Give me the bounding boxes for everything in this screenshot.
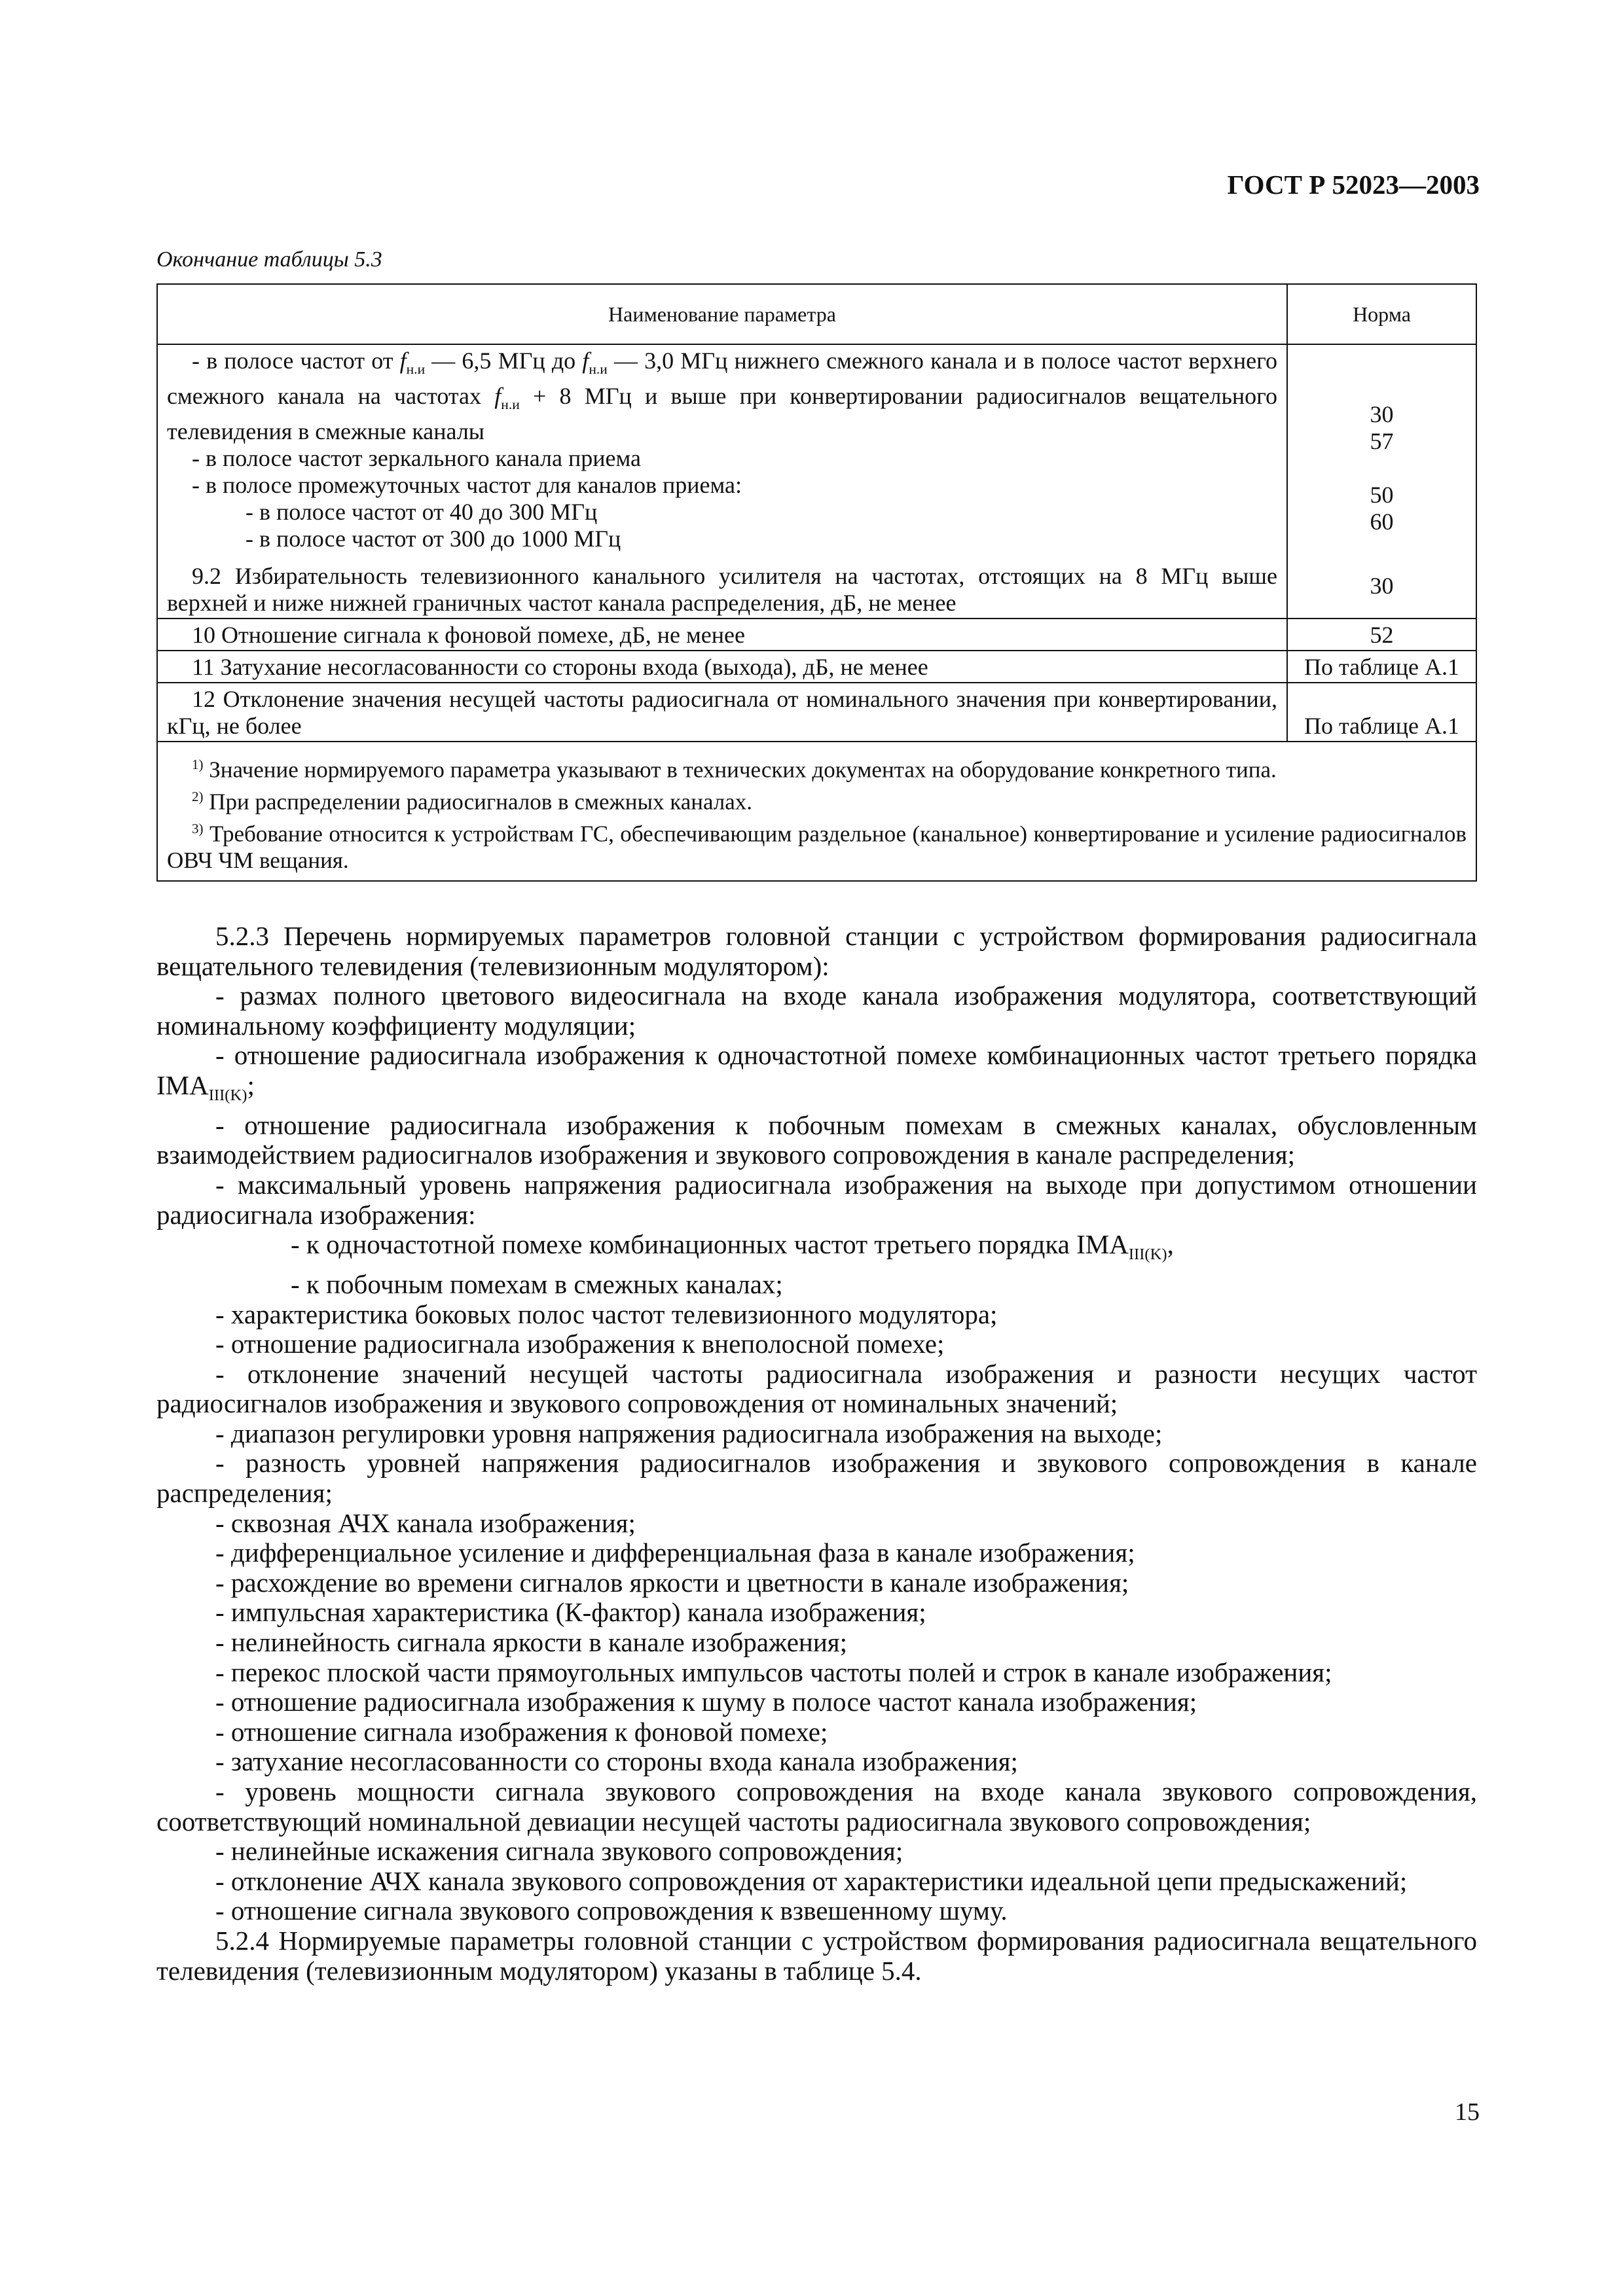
parameter-line: 9.2 Избирательность телевизионного канального усилителя на частотах, отстоящих на 8 МГц выше верхней и ниже нижней граничных частот канала распределения, дБ, не менее	[167, 563, 1277, 617]
list-item: - отклонение АЧХ канала звукового сопровождения от характеристики идеальной цепи предыскажений;	[215, 1865, 1408, 1896]
table-row	[157, 344, 1476, 619]
body-text	[156, 922, 1477, 1986]
norm-value: По таблице А.1	[1304, 713, 1460, 740]
list-item: - сквозная АЧХ канала изображения;	[215, 1507, 636, 1538]
list-item: - отношение сигнала изображения к фоновой помехе;	[215, 1716, 828, 1747]
list-item: - нелинейные искажения сигнала звукового сопровождения;	[215, 1836, 903, 1867]
page-number: 15	[1455, 2098, 1480, 2126]
column-header-norm: Норма	[1287, 284, 1476, 344]
parameter-cell: 11 Затухание несогласованности со стороны входа (выхода), дБ, не менее	[157, 651, 1287, 683]
column-header-parameter: Наименование параметра	[157, 284, 1287, 344]
list-item: - диапазон регулировки уровня напряжения радиосигнала изображения на выходе;	[215, 1418, 1163, 1448]
norm-cell	[1287, 683, 1476, 742]
list-item: - отношение сигнала звукового сопровождения к взвешенному шуму.	[215, 1895, 1008, 1926]
parameter-line: - в полосе частот от 40 до 300 МГц	[246, 499, 598, 526]
list-item: - уровень мощности сигнала звукового сопровождения на входе канала звукового сопровождения, соответствующий номинальной девиации несущей частоты радиосигнала звукового сопровождения;	[156, 1776, 1477, 1837]
list-item: - расхождение во времени сигналов яркости и цветности в канале изображения;	[215, 1567, 1129, 1598]
table-notes	[157, 742, 1476, 881]
table-caption: Окончание таблицы 5.3	[156, 247, 382, 272]
norm-cell	[1287, 344, 1476, 619]
norm-value: 57	[1370, 428, 1394, 454]
parameters-table	[156, 283, 1477, 882]
list-item: - размах полного цветового видеосигнала на входе канала изображения модулятора, соответствующий номинальному коэффициенту модуляции;	[156, 980, 1477, 1041]
list-item: - к одночастотной помехе комбинационных частот третьего порядка $IMA_{III(K)}$,	[291, 1229, 1174, 1264]
note-mark: 1)	[192, 757, 204, 773]
list-item: - характеристика боковых полос частот телевизионного модулятора;	[215, 1299, 998, 1329]
norm-value: 60	[1370, 509, 1394, 535]
parameter-line: - в полосе частот от 300 до 1000 МГц	[246, 526, 621, 552]
list-item: - отношение радиосигнала изображения к внеполосной помехе;	[215, 1329, 945, 1359]
parameter-cell: 10 Отношение сигнала к фоновой помехе, дБ, не менее	[157, 619, 1287, 651]
norm-cell: 52	[1287, 619, 1476, 651]
list-item: - нелинейность сигнала яркости в канале изображения;	[215, 1627, 848, 1658]
parameter-line: - в полосе частот от $f_{н.и}$ — 6,5 МГц до $f_{н.и}$ — 3,0 МГц нижнего смежного канала и в полосе частот верхнего смежного канала на частотах $f_{н.и} + 8$ МГц и выше при конвертировании радиосигналов вещательного телевидения в смежные каналы	[167, 348, 1277, 445]
list-item: - максимальный уровень напряжения радиосигнала изображения на выходе при допустимом отношении радиосигнала изображения:	[156, 1169, 1477, 1230]
note-mark: 2)	[192, 789, 204, 805]
list-item: - отношение радиосигнала изображения к одночастотной помехе комбинационных частот третьего порядка $IMA_{III(K)}$;	[156, 1040, 1477, 1105]
table-row	[157, 683, 1476, 742]
table-header-row	[157, 284, 1476, 344]
list-item: - к побочным помехам в смежных каналах;	[291, 1268, 783, 1299]
document-header: ГОСТ Р 52023—2003	[1227, 170, 1480, 200]
table-notes-row	[157, 742, 1476, 881]
parameter-cell	[157, 344, 1287, 619]
list-item: - затухание несогласованности со стороны входа канала изображения;	[215, 1746, 1018, 1777]
norm-value: 50	[1370, 482, 1394, 508]
table-row	[157, 619, 1476, 651]
list-item: - отклонение значений несущей частоты радиосигнала изображения и разности несущих частот радиосигналов изображения и звукового сопровождения от номинальных значений;	[156, 1358, 1477, 1419]
note-mark: 3)	[192, 820, 204, 836]
paragraph-5-2-3: 5.2.3 Перечень нормируемых параметров головной станции с устройством формирования радиосигнала вещательного телевидения (телевизионным модулятором):	[156, 921, 1477, 981]
list-item: - отношение радиосигнала изображения к шуму в полосе частот канала изображения;	[215, 1687, 1197, 1717]
parameter-cell: 12 Отклонение значения несущей частоты радиосигнала от номинального значения при конвертировании, кГц, не более	[157, 683, 1287, 742]
norm-cell: По таблице А.1	[1287, 651, 1476, 683]
table-row	[157, 651, 1476, 683]
table-note: $^{3)}$ Требование относится к устройствам ГС, обеспечивающим раздельное (канальное) конвертирование и усиление радиосигналов ОВЧ ЧМ вещания.	[167, 820, 1467, 874]
table-note: $^{1)}$ Значение нормируемого параметра указывают в технических документах на оборудование конкретного типа.	[192, 757, 1277, 783]
list-item: - отношение радиосигнала изображения к побочным помехам в смежных каналах, обусловленным взаимодействием радиосигналов изображения и звукового сопровождения в канале распределения;	[156, 1109, 1477, 1170]
norm-value: 30	[1370, 573, 1394, 599]
list-item: - дифференциальное усиление и дифференциальная фаза в канале изображения;	[215, 1537, 1135, 1568]
paragraph-5-2-4: 5.2.4 Нормируемые параметры головной станции с устройством формирования радиосигнала вещательного телевидения (телевизионным модулятором) указаны в таблице 5.4.	[156, 1925, 1477, 1986]
list-item: - перекос плоской части прямоугольных импульсов частоты полей и строк в канале изображения;	[215, 1657, 1332, 1687]
list-item: - импульсная характеристика (К-фактор) канала изображения;	[215, 1597, 926, 1628]
table-note: $^{2)}$ При распределении радиосигналов в смежных каналах.	[192, 789, 753, 815]
list-item: - разность уровней напряжения радиосигналов изображения и звукового сопровождения в канале распределения;	[156, 1448, 1477, 1509]
parameter-line: - в полосе частот зеркального канала приема	[192, 445, 642, 472]
parameter-line: - в полосе промежуточных частот для каналов приема:	[192, 472, 742, 499]
norm-value: 30	[1370, 401, 1394, 427]
